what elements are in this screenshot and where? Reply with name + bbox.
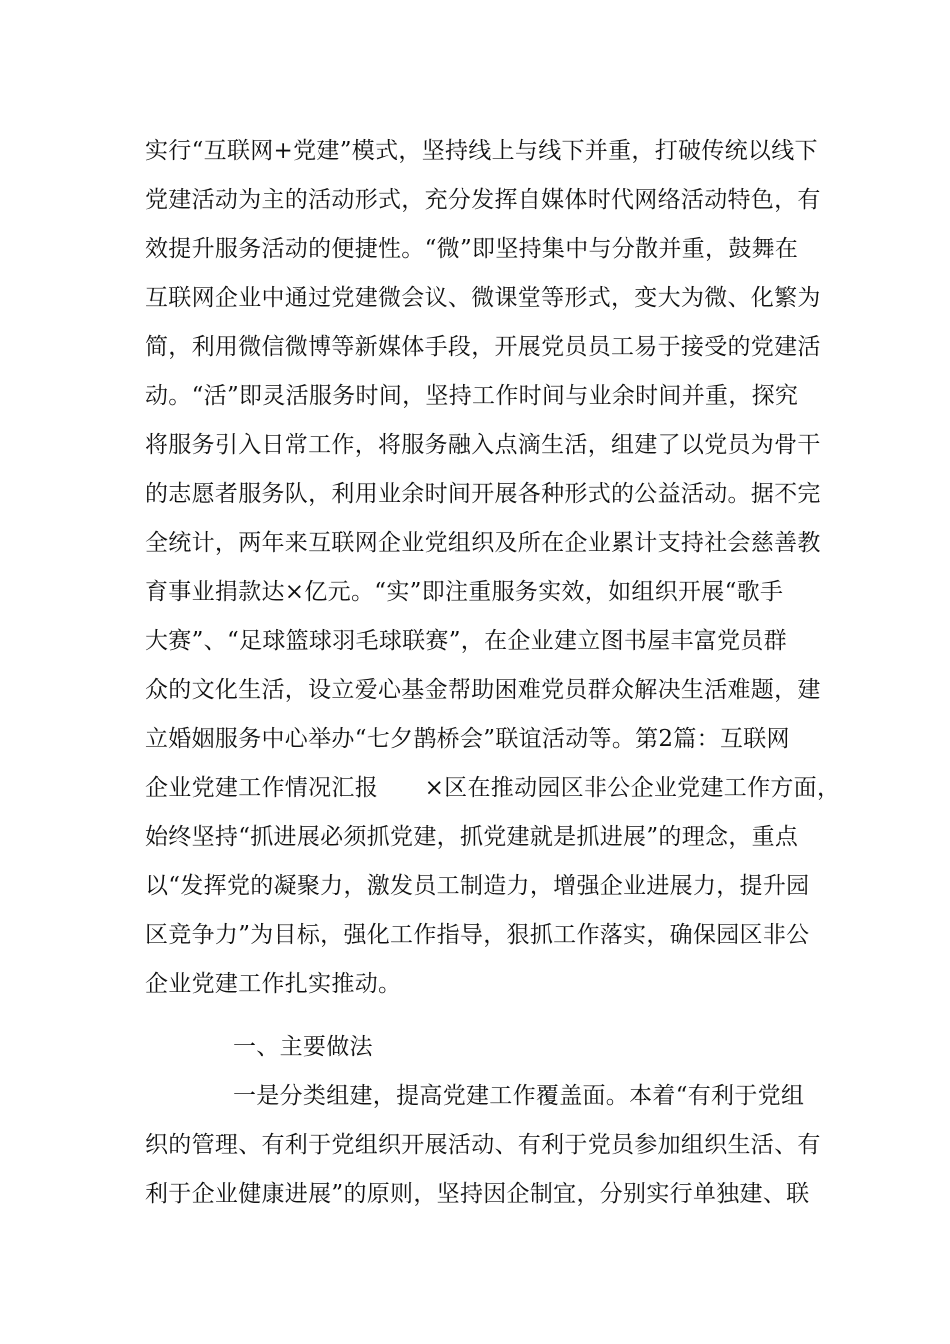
- body-line-17: 区竞争力”为目标，强化工作指导，狠抓工作落实，确保园区非公: [145, 922, 810, 948]
- body-line-14: 企业党建工作情况汇报 ×区在推动园区非公企业党建工作方面，: [145, 775, 841, 801]
- body-line-10: 育事业捐款达×亿元。“实”即注重服务实效，如组织开展“歌手: [145, 579, 784, 605]
- para2-line-2: 织的管理、有利于党组织开展活动、有利于党员参加组织生活、有: [145, 1132, 821, 1158]
- body-line-1: 实行“互联网+党建”模式，坚持线上与线下并重，打破传统以线下: [145, 138, 818, 164]
- body-line-11: 大赛”、“足球篮球羽毛球联赛”，在企业建立图书屋丰富党员群: [145, 628, 787, 654]
- body-line-6: 动。“活”即灵活服务时间，坚持工作时间与业余时间并重，探究: [145, 383, 799, 409]
- body-line-12: 众的文化生活，设立爱心基金帮助困难党员群众解决生活难题，建: [145, 677, 821, 703]
- body-line-16: 以“发挥党的凝聚力，激发员工制造力，增强企业进展力，提升园: [145, 873, 810, 899]
- para2-line-3: 利于企业健康进展”的原则，坚持因企制宜，分别实行单独建、联: [145, 1181, 810, 1207]
- body-line-9: 全统计，两年来互联网企业党组织及所在企业累计支持社会慈善教: [145, 530, 821, 556]
- para2-line-1: 一是分类组建，提高党建工作覆盖面。本着“有利于党组: [233, 1083, 805, 1109]
- body-line-2: 党建活动为主的活动形式，充分发挥自媒体时代网络活动特色，有: [145, 187, 821, 213]
- body-line-15: 始终坚持“抓进展必须抓党建，抓党建就是抓进展”的理念，重点: [145, 824, 799, 850]
- body-line-7: 将服务引入日常工作，将服务融入点滴生活，组建了以党员为骨干: [145, 432, 821, 458]
- body-line-4: 互联网企业中通过党建微会议、微课堂等形式，变大为微、化繁为: [145, 285, 821, 311]
- body-line-5: 简，利用微信微博等新媒体手段，开展党员员工易于接受的党建活: [145, 334, 821, 360]
- body-line-18: 企业党建工作扎实推动。: [145, 971, 402, 997]
- body-line-3: 效提升服务活动的便捷性。“微”即坚持集中与分散并重，鼓舞在: [145, 236, 799, 262]
- body-line-8: 的志愿者服务队，利用业余时间开展各种形式的公益活动。据不完: [145, 481, 821, 507]
- section-heading: 一、主要做法: [233, 1034, 373, 1060]
- body-line-13: 立婚姻服务中心举办“七夕鹊桥会”联谊活动等。第2篇：互联网: [145, 726, 790, 752]
